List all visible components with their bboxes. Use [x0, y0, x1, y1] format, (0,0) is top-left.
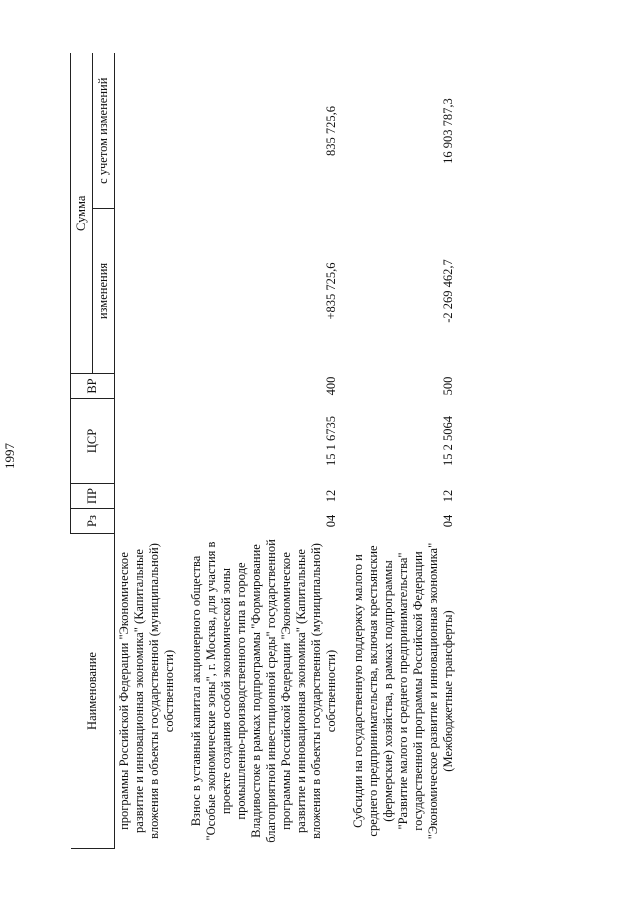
row-csr: 15 2 5064 [441, 416, 455, 466]
table-row [187, 54, 349, 849]
row-change: +835 725,6 [324, 262, 338, 320]
row-name [187, 534, 349, 849]
row-name [115, 534, 188, 849]
row-rz: 04 [441, 514, 455, 528]
header-name: Наименование [71, 534, 115, 849]
row-rz [115, 509, 188, 534]
row-with-change [115, 54, 188, 209]
budget-sheet [70, 54, 625, 849]
row-name [349, 534, 466, 849]
header-rz: Рз [71, 509, 115, 534]
row-name-text: Субсидии на государственную поддержку малого и среднего предпринимательства, включая крестьянские (фермерские) хозяйства, в рамках подпрограммы "Развитие малого и среднего предпринимательства" государственной программы Российской Федерации "Экономическое развитие и инновационная экономика" (Межбюджетные трансферты) [351, 542, 455, 840]
header-sum: Сумма [71, 54, 93, 374]
row-change: -2 269 462,7 [441, 259, 455, 323]
page-number [0, 443, 20, 469]
header-change: изменения [93, 209, 115, 374]
row-csr [115, 399, 188, 484]
row-pr: 12 [324, 489, 338, 503]
table-row [349, 54, 466, 849]
table-header [71, 54, 115, 849]
row-name-text: Взнос в уставный капитал акционерного общества "Особые экономические зоны", г. Москва, для участия в проекте создания особой экономической зоны промышленно-производственного типа в городе Владивостоке в рамках подпрограммы "Формирование благоприятной инвестиционной среды" государственной программы Российской Федерации "Экономическое развитие и инновационная экономика" (Капитальные вложения в объекты государственной (муниципальной) собственности) [189, 539, 338, 843]
row-change [115, 209, 188, 374]
row-pr: 12 [441, 489, 455, 503]
page-number-text: 1997 [2, 443, 17, 469]
budget-table [70, 54, 466, 850]
header-pr: ПР [71, 484, 115, 509]
header-csr: ЦСР [71, 399, 115, 484]
header-with-change: с учетом изменений [93, 54, 115, 209]
row-vr [115, 374, 188, 399]
row-vr: 500 [441, 376, 455, 396]
row-pr [115, 484, 188, 509]
header-vr: ВР [71, 374, 115, 399]
row-with-change: 16 903 787,3 [441, 98, 455, 164]
row-name-text: программы Российской Федерации "Экономическое развитие и инновационная экономика" (Капитальные вложения в объекты государственной (муниципальной) собственности) [117, 543, 176, 839]
row-with-change: 835 725,6 [324, 106, 338, 156]
row-rz: 04 [324, 514, 338, 528]
row-csr: 15 1 6735 [324, 416, 338, 466]
row-vr: 400 [324, 376, 338, 396]
table-row [115, 54, 188, 849]
